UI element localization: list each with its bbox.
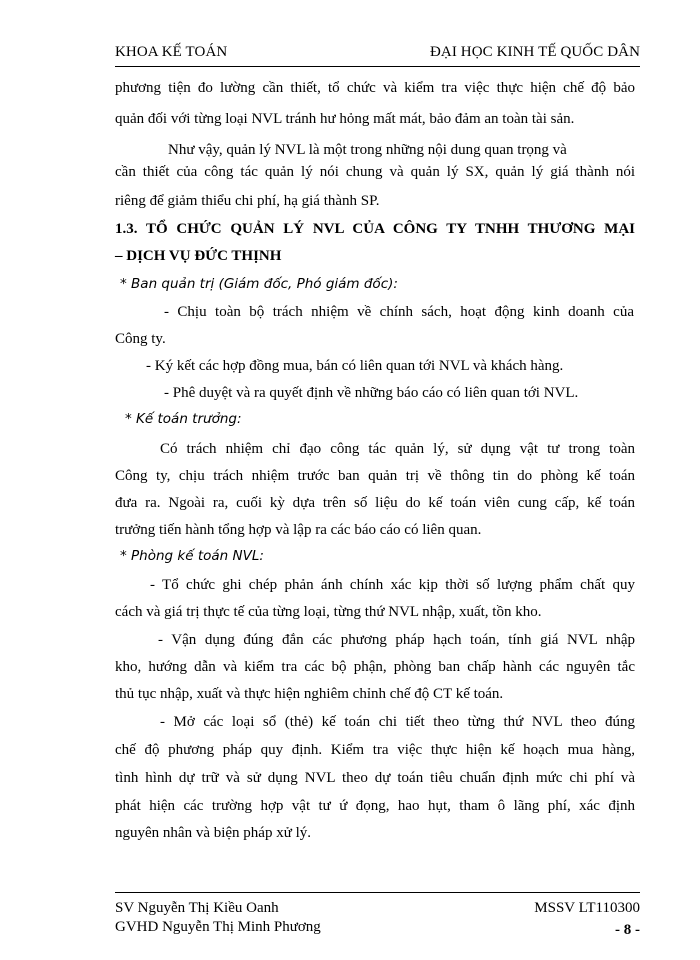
header-university: ĐẠI HỌC KINH TẾ QUỐC DÂN — [429, 44, 640, 60]
footer-divider — [115, 892, 640, 893]
text-line: Công ty, chịu trách nhiệm trước ban quản trị về thông tin do phòng kế toán — [115, 468, 635, 484]
subsection-title: * Ban quản trị (Giám đốc, Phó giám đốc): — [120, 276, 398, 292]
footer-student: SV Nguyễn Thị Kiều Oanh — [115, 900, 279, 916]
text-line: - Tổ chức ghi chép phản ánh chính xác kịp thời số lượng phẩm chất quy — [150, 577, 635, 593]
text-line: - Phê duyệt và ra quyết định về những báo cáo có liên quan tới NVL. — [164, 385, 579, 401]
text-line: riêng để giảm thiểu chi phí, hạ giá thành SP. — [115, 193, 380, 209]
text-line: Có trách nhiệm chỉ đạo công tác quản lý, sử dụng vật tư trong toàn — [160, 441, 635, 457]
section-heading: 1.3. TỔ CHỨC QUẢN LÝ NVL CỦA CÔNG TY TNHH THƯƠNG MẠI — [115, 221, 635, 237]
text-line: trưởng tiến hành tổng hợp và lập ra các báo cáo có liên quan. — [115, 522, 482, 538]
text-line: chế độ phương pháp quy định. Kiểm tra việc thực hiện kế hoạch mua hàng, — [115, 742, 635, 758]
subsection-title: * Phòng kế toán NVL: — [120, 548, 264, 564]
text-line: cách và giá trị thực tế của từng loại, từng thứ NVL nhập, xuất, tồn kho. — [115, 604, 542, 620]
text-line: Như vậy, quản lý NVL là một trong những nội dung quan trọng và — [168, 142, 567, 158]
footer-student-id: MSSV LT110300 — [534, 900, 640, 916]
text-line: phương tiện đo lường cần thiết, tổ chức và kiểm tra việc thực hiện chế độ bảo — [115, 80, 635, 96]
subsection-title: * Kế toán trưởng: — [125, 411, 242, 427]
text-line: đưa ra. Ngoài ra, cuối kỳ dựa trên số liệu do kế toán viên cung cấp, kế toán — [115, 495, 635, 511]
text-line: thủ tục nhập, xuất và thực hiện nghiêm chỉnh chế độ CT kế toán. — [115, 686, 504, 702]
footer-advisor: GVHD Nguyễn Thị Minh Phương — [115, 919, 321, 935]
text-line: phát hiện các trường hợp vật tư ứ đọng, hao hụt, tham ô lãng phí, xác định — [115, 798, 635, 814]
text-line: tình hình dự trữ và sử dụng NVL theo dự toán tiêu chuẩn định mức chi phí và — [115, 770, 635, 786]
text-line: cần thiết của công tác quản lý nói chung và quản lý SX, quản lý giá thành nói — [115, 164, 635, 180]
text-line: - Mở các loại sổ (thẻ) kế toán chi tiết theo từng thứ NVL theo đúng — [160, 714, 635, 730]
header-faculty: KHOA KẾ TOÁN — [115, 44, 228, 60]
text-line: - Vận dụng đúng đắn các phương pháp hạch toán, tính giá NVL nhập — [158, 632, 635, 648]
text-line: - Chịu toàn bộ trách nhiệm về chính sách, hoạt động kinh doanh của — [164, 304, 634, 320]
header-divider — [115, 66, 640, 67]
footer-page-number: - 8 - — [615, 922, 640, 938]
text-line: - Ký kết các hợp đồng mua, bán có liên quan tới NVL và khách hàng. — [146, 358, 564, 374]
text-line: kho, hướng dẫn và kiểm tra các bộ phận, phòng ban chấp hành các nguyên tắc — [115, 659, 635, 675]
text-line: nguyên nhân và biện pháp xử lý. — [115, 825, 312, 841]
text-line: quản đối với từng loại NVL tránh hư hỏng mất mát, bảo đảm an toàn tài sản. — [115, 111, 575, 127]
section-heading: – DỊCH VỤ ĐỨC THỊNH — [115, 248, 282, 264]
text-line: Công ty. — [115, 331, 166, 347]
